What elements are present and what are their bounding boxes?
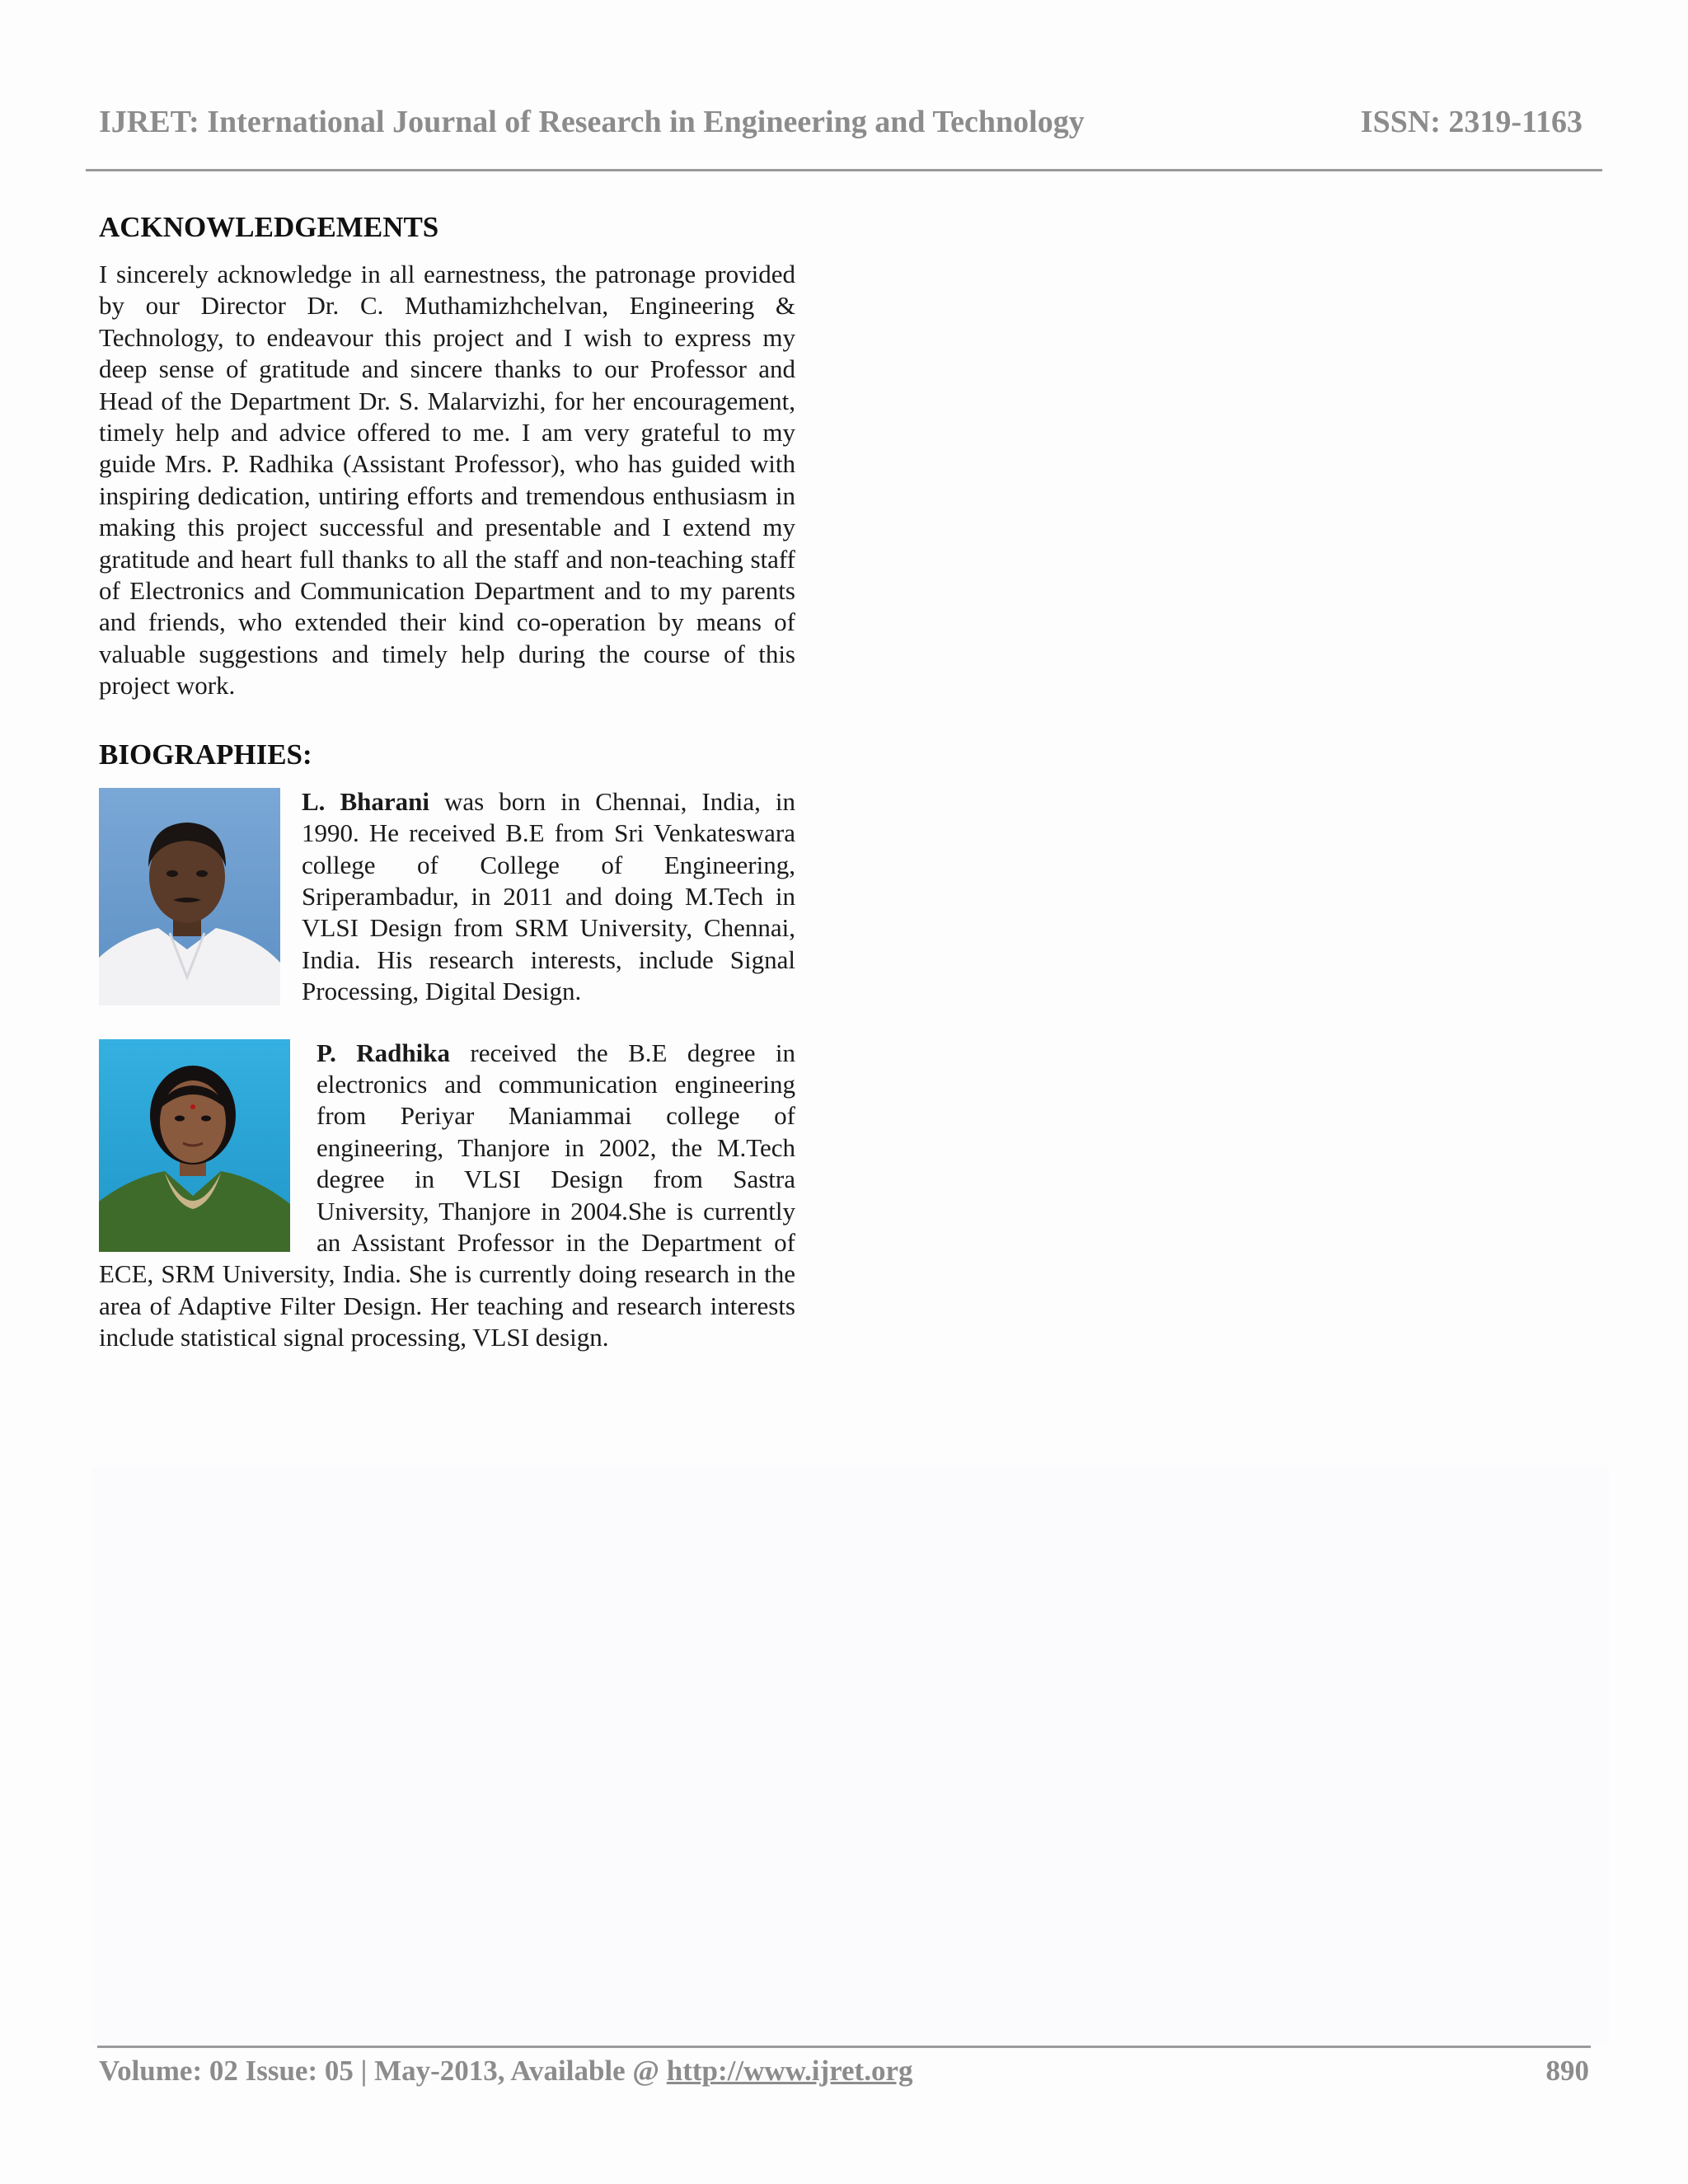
- biography-radhika: [99, 1038, 795, 1354]
- biographies-heading: BIOGRAPHIES:: [99, 738, 312, 771]
- bharani-photo: [99, 788, 280, 1005]
- header-divider: [86, 169, 1602, 171]
- bharani-description: was born in Chennai, India, in 1990. He received B.E from Sri Venkateswara college of College of Engineering, Sriperambadur, in 2011 and doing M.Tech in VLSI Design from SRM University, Chennai, India. His research interests, include Signal Processing, Digital Design.: [302, 786, 795, 1006]
- footer-volume-info: [99, 2055, 913, 2088]
- biography-bharani: [99, 786, 795, 1008]
- radhika-description: received the B.E degree in electronics and communication engineering from Periyar Maniammai college of engineering, Thanjore in 2002, the M.Tech degree in VLSI Design from Sastra University, Thanjore in 2004.She is currently an Assistant Professor in the Department of ECE, SRM University, India. She is currently doing research in the area of Adaptive Filter Design. Her teaching and research interests include statistical signal processing, VLSI design.: [99, 1038, 795, 1352]
- footer-divider: [97, 2046, 1591, 2048]
- radhika-name: P. Radhika: [316, 1038, 450, 1067]
- main-column: [99, 208, 795, 1354]
- footer-volume-text: Volume: 02 Issue: 05 | May-2013, Available @: [99, 2055, 667, 2087]
- acknowledgements-text: I sincerely acknowledge in all earnestness, the patronage provided by our Director Dr. C. Muthamizhchelvan, Engineering & Technology, to endeavour this project and I wish to express my deep sense of gratitude and sincere thanks to our Professor and Head of the Department Dr. S. Malarvizhi, for her encouragement, timely help and advice offered to me. I am very grateful to my guide Mrs. P. Radhika (Assistant Professor), who has guided with inspiring dedication, untiring efforts and tremendous enthusiasm in making this project successful and presentable and I extend my gratitude and heart full thanks to all the staff and non-teaching staff of Electronics and Communication Department and to my parents and friends, who extended their kind co-operation by means of valuable suggestions and timely help during the course of this project work.: [99, 260, 795, 701]
- acknowledgements-heading: ACKNOWLEDGEMENTS: [99, 211, 439, 243]
- radhika-photo: [99, 1039, 290, 1252]
- bharani-name: L. Bharani: [302, 786, 429, 816]
- journal-title: IJRET: International Journal of Research in Engineering and Technology: [99, 105, 1085, 139]
- page-number: 890: [1545, 2055, 1589, 2087]
- page-footer: [99, 2050, 1589, 2092]
- page-header: [99, 97, 1582, 147]
- journal-website-link[interactable]: http://www.ijret.org: [666, 2055, 913, 2087]
- page-shade: [92, 1467, 1609, 2044]
- issn-label: ISSN: 2319-1163: [1360, 105, 1582, 139]
